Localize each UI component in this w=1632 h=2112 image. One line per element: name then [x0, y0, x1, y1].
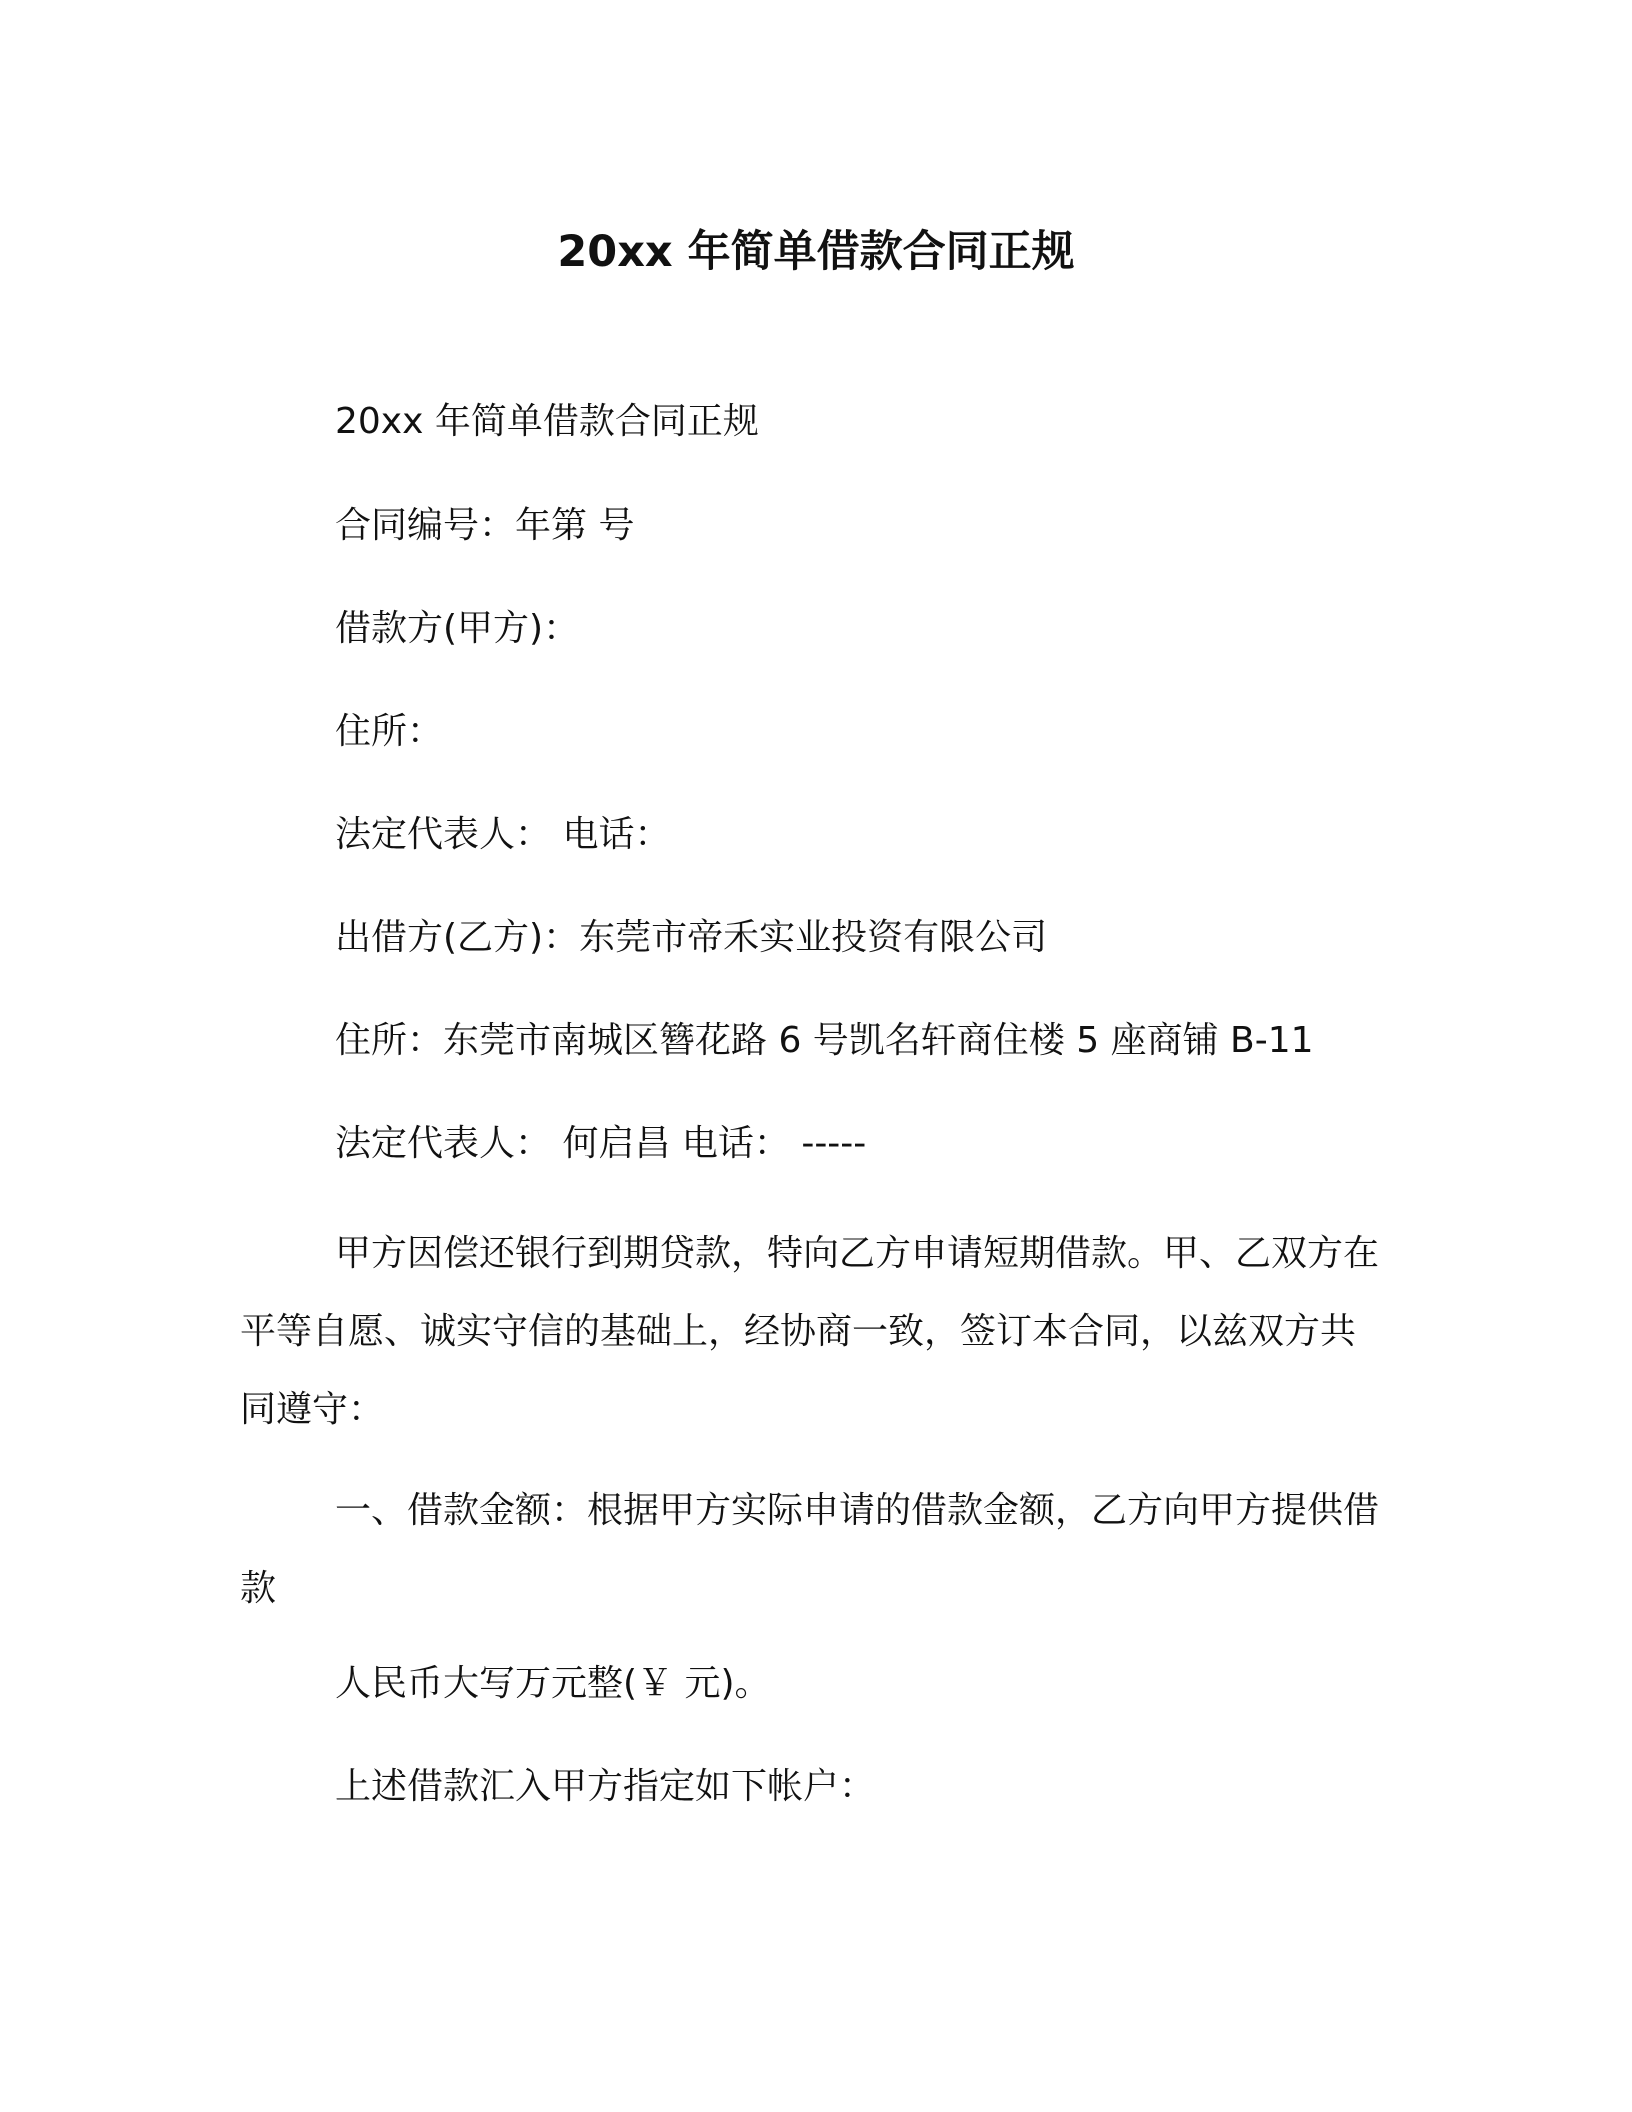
lender-address: 住所：东莞市南城区簪花路 6 号凯名轩商住楼 5 座商铺 B-11	[335, 1020, 1314, 1061]
amount-line: 人民币大写万元整(￥ 元)。	[335, 1663, 771, 1704]
borrower-address: 住所：	[335, 711, 444, 752]
borrower-representative: 法定代表人： 电话：	[335, 814, 671, 855]
lender-representative: 法定代表人： 何启昌 电话： -----	[335, 1123, 867, 1164]
contract-number: 合同编号：年第 号	[335, 505, 635, 546]
lender-line: 出借方(乙方)：东莞市帝禾实业投资有限公司	[335, 917, 1048, 958]
borrower-line: 借款方(甲方)：	[335, 608, 580, 649]
intro-paragraph: 甲方因偿还银行到期贷款，特向乙方申请短期借款。甲、乙双方在平等自愿、诚实守信的基础上，经协商一致，签订本合同，以兹双方共同遵守：	[240, 1233, 1380, 1430]
clause-1-paragraph: 一、借款金额：根据甲方实际申请的借款金额，乙方向甲方提供借款	[240, 1490, 1380, 1609]
document-title: 20xx 年简单借款合同正规	[557, 227, 1075, 277]
account-line: 上述借款汇入甲方指定如下帐户：	[335, 1766, 876, 1807]
doc-subtitle: 20xx 年简单借款合同正规	[335, 401, 759, 442]
